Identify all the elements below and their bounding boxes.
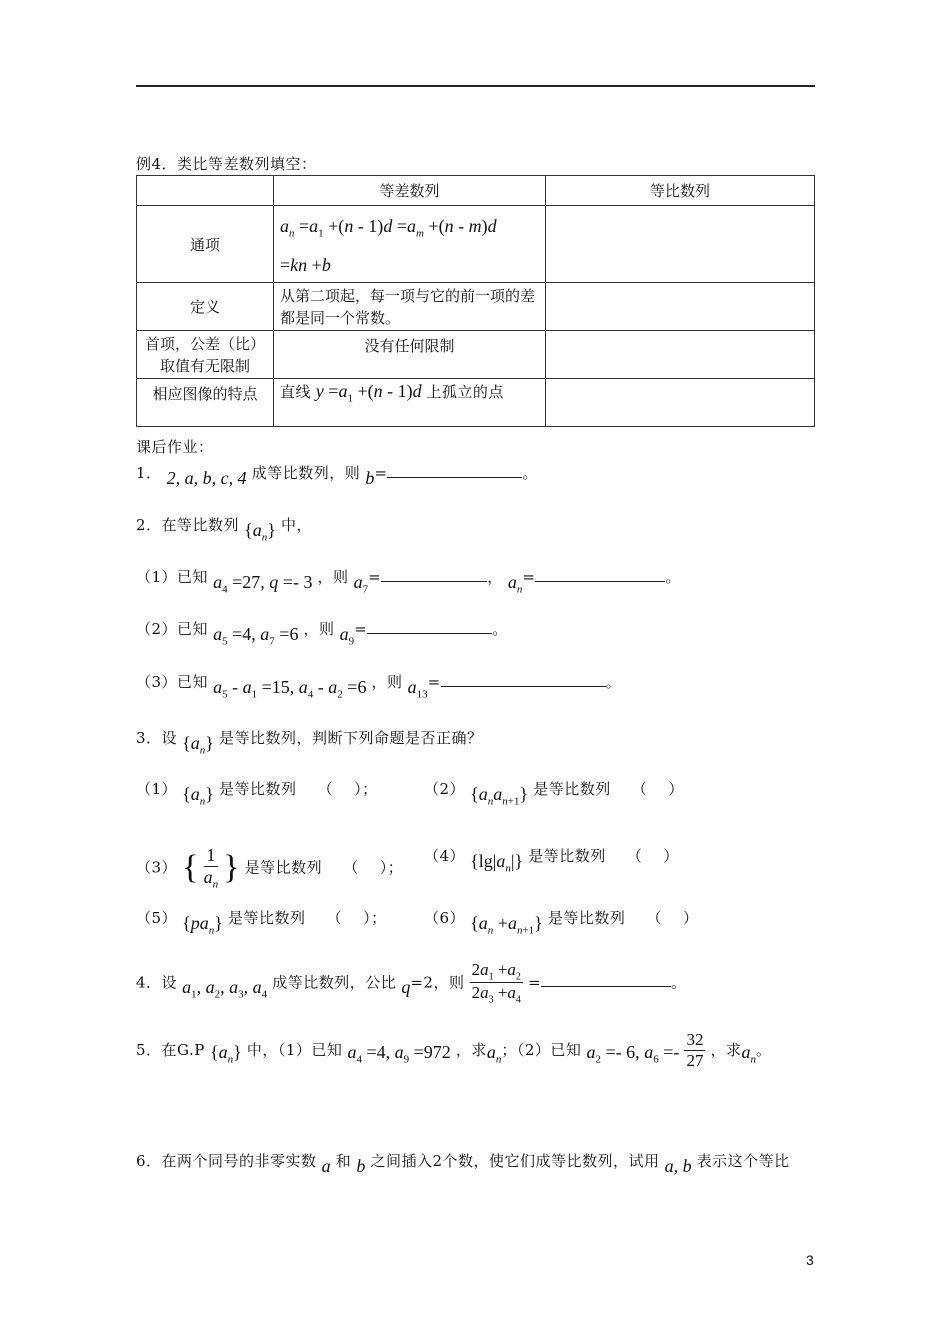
col-header-arith: 等差数列 <box>274 176 546 206</box>
q4: 4．设 $a_1$, $a_2$, $a_3$, $a_4$ 成等比数列，公比 q=2，则 $\frac{2a_1 +a_2}{2a_3 +a_4}$ = 。 <box>136 960 687 1006</box>
q3-5: （5） $\{pa_n\}$ 是等比数列 （ ）； <box>136 909 387 937</box>
row-label-def: 定义 <box>137 283 274 331</box>
header-rule <box>136 85 815 87</box>
q5: 5．在G.P $\{a_n\}$ 中，（1）已知 $a_4 =4$, $a_9 =972$ ，求$a_n$；（2）已知 $a_2 =- 6$, $a_6$ =- $\frac{32}{27}$ ，求$a_n$。 <box>136 1030 772 1070</box>
page-number: 3 <box>806 1252 814 1268</box>
q2: 2．在等比数列 $\{a_n\}$ 中， <box>136 516 313 544</box>
col-header-geom: 等比数列 <box>546 176 815 206</box>
cell-def-geom <box>546 283 815 331</box>
q3-2: （2） $\{a_na_{n+1}\}$ 是等比数列 （ ） <box>424 780 684 808</box>
q6: 6．在两个同号的非零实数 a 和 b 之间插入2个数，使它们成等比数列，试用 a, b 表示这个等比 <box>136 1152 790 1176</box>
example4-title: 例4．类比等差数列填空： <box>136 155 317 173</box>
q3: 3．设 $\{a_n\}$ 是等比数列，判断下列命题是否正确？ <box>136 729 483 757</box>
q2-3: （3）已知 $a_5 - a_1 =15$, $a_4 - a_2 =6$ ，则 $a_{13}=$ 。 <box>136 673 622 701</box>
row-label-first: 首项，公差（比）取值有无限制 <box>137 331 274 379</box>
cell-first-geom <box>546 331 815 379</box>
q3-3: （3） { $\frac{1}{a_n}$ } 是等比数列 （ ）； <box>136 845 404 891</box>
cell-graph-arith: 直线 $y =a_1 +(n - 1)d$ 上孤立的点 <box>274 379 546 427</box>
cell-first-arith: 没有任何限制 <box>274 331 546 379</box>
row-label-graph: 相应图像的特点 <box>137 379 274 427</box>
homework-title: 课后作业： <box>136 438 214 456</box>
q1: 1． 2, a, b, c, 4 成等比数列，则 b= 。 <box>136 464 538 488</box>
comparison-table <box>136 175 815 427</box>
cell-def-arith: 从第二项起，每一项与它的前一项的差都是同一个常数。 <box>274 283 546 331</box>
row-label-general: 通项 <box>137 206 274 283</box>
cell-general-arith: $a_n =a_1 +(n - 1)d =a_m +(n - m)d$ =kn +b <box>274 206 546 283</box>
cell-general-geom <box>546 206 815 283</box>
q3-6: （6） $\{a_n +a_{n+1}\}$ 是等比数列 （ ） <box>424 909 699 937</box>
q3-1: （1） $\{a_n\}$ 是等比数列 （ ）； <box>136 780 378 808</box>
table-corner <box>137 176 274 206</box>
cell-graph-geom <box>546 379 815 427</box>
q2-1: （1）已知 $a_4 =27$, q =- 3 ，则 $a_7=$ ， $a_n=$ 。 <box>136 568 681 596</box>
q3-4: （4） $\{\lg|a_n|\}$ 是等比数列 （ ） <box>424 847 679 875</box>
q2-2: （2）已知 $a_5 =4$, $a_7 =6$ ，则 $a_9=$ 。 <box>136 620 508 648</box>
